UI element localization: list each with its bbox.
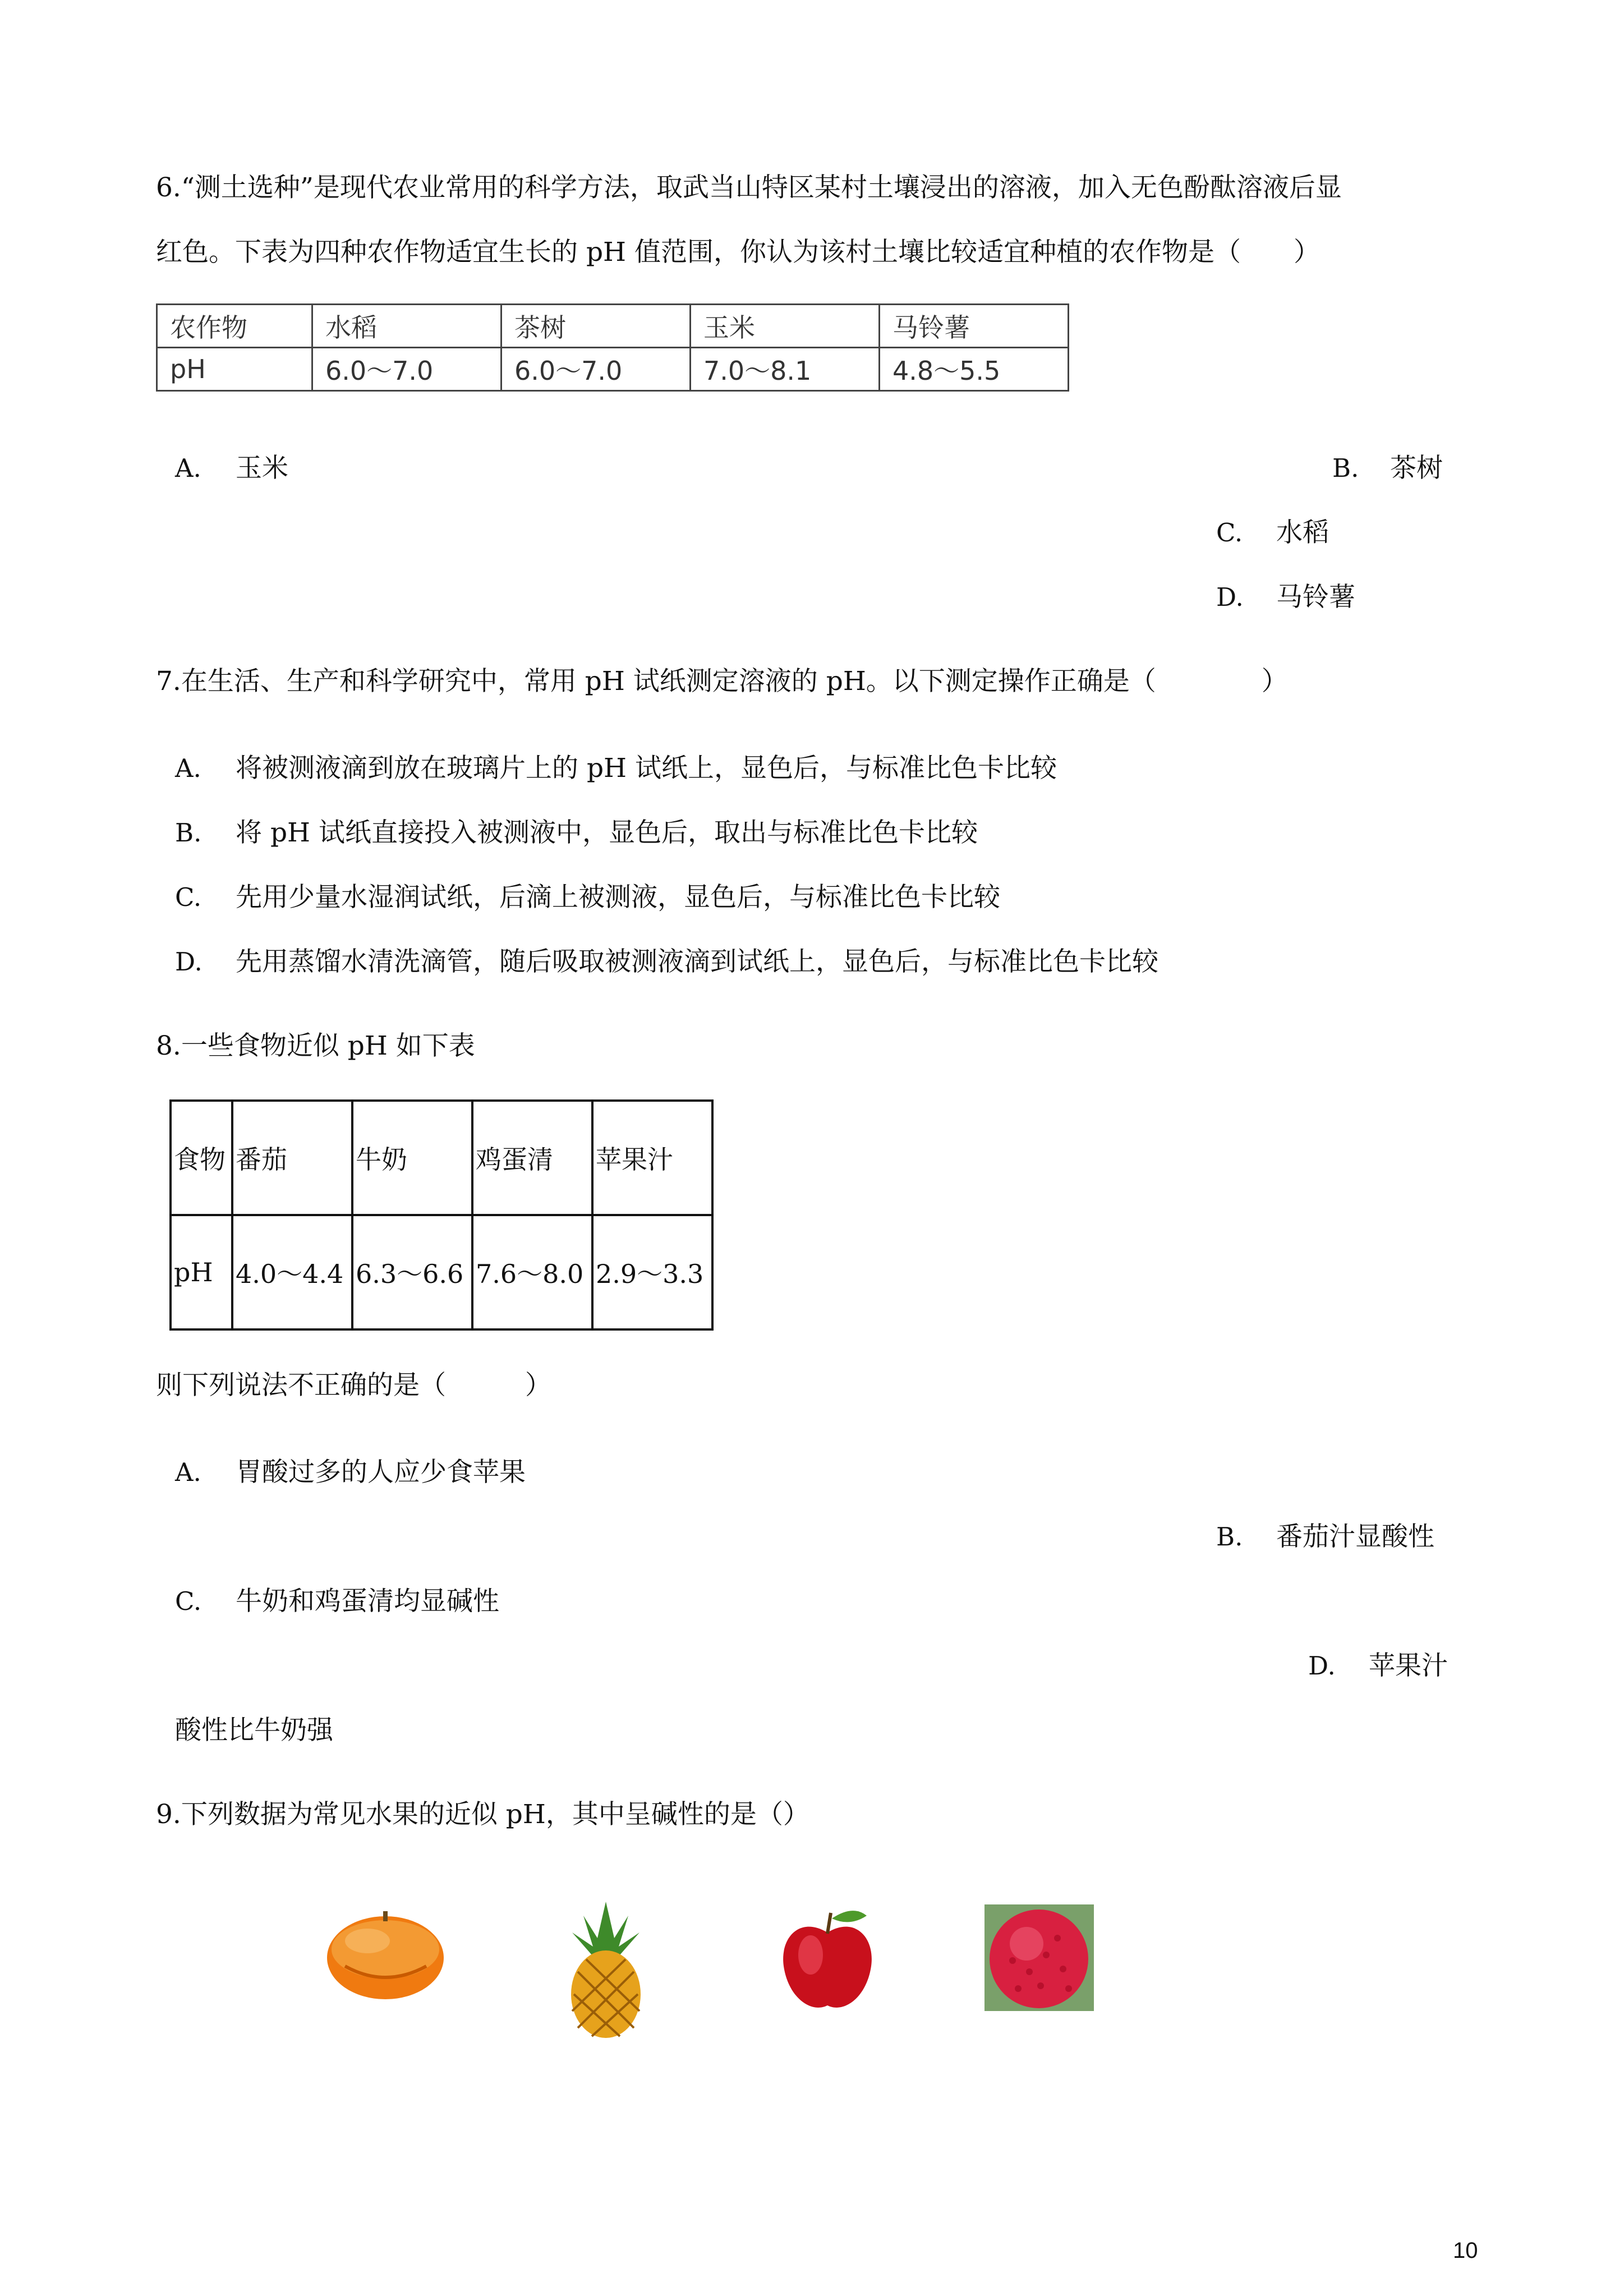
bayberry-icon[interactable] <box>984 1904 1094 2011</box>
page-number: 10 <box>1453 2238 1478 2263</box>
table-cell: 7.6～8.0 <box>472 1215 592 1329</box>
option-text: 先用蒸馏水清洗滴管，随后吸取被测液滴到试纸上，显色后，与标准比色卡比较 <box>236 946 1158 977</box>
q6-stem-line2: 红色。下表为四种农作物适宜生长的 pH 值范围，你认为该村土壤比较适宜种植的农作物是（ ） <box>156 237 1320 268</box>
apple-icon[interactable] <box>777 1904 878 2017</box>
option-text: 水稻 <box>1276 517 1329 548</box>
table-cell: 4.8～5.5 <box>880 348 1069 391</box>
pineapple-icon[interactable] <box>564 1899 648 2039</box>
option-text: 将 pH 试纸直接投入被测液中，显色后，取出与标准比色卡比较 <box>236 817 978 848</box>
option-text: 胃酸过多的人应少食苹果 <box>236 1457 526 1488</box>
option-text: 玉米 <box>236 453 288 484</box>
table-cell: 玉米 <box>691 305 880 348</box>
table-cell: 苹果汁 <box>592 1101 712 1215</box>
option-letter: D. <box>1308 1651 1336 1681</box>
q6-crop-ph-table <box>156 303 1069 392</box>
table-cell: 茶树 <box>502 305 691 348</box>
table-cell: 牛奶 <box>352 1101 472 1215</box>
option-letter: C. <box>1216 518 1243 547</box>
option-text: 将被测液滴到放在玻璃片上的 pH 试纸上，显色后，与标准比色卡比较 <box>236 753 1057 784</box>
option-text: 牛奶和鸡蛋清均显碱性 <box>236 1586 499 1617</box>
option-text: 马铃薯 <box>1276 582 1355 613</box>
table-cell: 6.3～6.6 <box>352 1215 472 1329</box>
option-letter: D. <box>1216 582 1244 612</box>
table-cell: 食物 <box>171 1101 232 1215</box>
table-cell: 番茄 <box>232 1101 352 1215</box>
table-cell: pH <box>171 1215 232 1329</box>
table-row <box>171 1101 712 1215</box>
q8-food-ph-table <box>169 1099 714 1331</box>
option-letter: C. <box>175 882 202 912</box>
q8-question: 则下列说法不正确的是（ ） <box>156 1370 551 1401</box>
option-text: 苹果汁 <box>1369 1650 1448 1681</box>
table-cell: 鸡蛋清 <box>472 1101 592 1215</box>
table-cell: 6.0～7.0 <box>312 348 502 391</box>
option-text: 先用少量水湿润试纸，后滴上被测液，显色后，与标准比色卡比较 <box>236 882 1000 913</box>
option-text: 茶树 <box>1390 453 1443 484</box>
option-letter: A. <box>175 453 201 483</box>
option-letter: A. <box>175 1457 201 1487</box>
option-letter: B. <box>1216 1522 1243 1552</box>
option-letter: B. <box>175 818 202 848</box>
option-letter: C. <box>175 1586 202 1616</box>
table-cell: 7.0～8.1 <box>691 348 880 391</box>
table-cell: pH <box>157 348 312 391</box>
table-cell: 6.0～7.0 <box>502 348 691 391</box>
table-row <box>157 305 1069 348</box>
table-cell: 农作物 <box>157 305 312 348</box>
option-letter: D. <box>175 947 203 977</box>
table-cell: 马铃薯 <box>880 305 1069 348</box>
option-letter: A. <box>175 753 201 783</box>
persimmon-icon[interactable] <box>323 1904 449 2005</box>
table-row <box>157 348 1069 391</box>
q8-option-d-continued: 酸性比牛奶强 <box>175 1715 333 1746</box>
option-text: 番茄汁显酸性 <box>1276 1521 1434 1552</box>
table-cell: 水稻 <box>312 305 502 348</box>
table-cell: 4.0～4.4 <box>232 1215 352 1329</box>
q9-stem: 9.下列数据为常见水果的近似 pH，其中呈碱性的是（） <box>156 1799 809 1830</box>
table-row <box>171 1215 712 1329</box>
option-letter: B. <box>1332 453 1359 483</box>
q6-stem-line1: 6.“测土选种”是现代农业常用的科学方法，取武当山特区某村土壤浸出的溶液，加入无色酚酞溶液后显 <box>156 172 1342 203</box>
table-cell: 2.9～3.3 <box>592 1215 712 1329</box>
q8-stem: 8.一些食物近似 pH 如下表 <box>156 1030 475 1061</box>
q7-stem: 7.在生活、生产和科学研究中，常用 pH 试纸测定溶液的 pH。以下测定操作正确是（ ） <box>156 666 1288 697</box>
